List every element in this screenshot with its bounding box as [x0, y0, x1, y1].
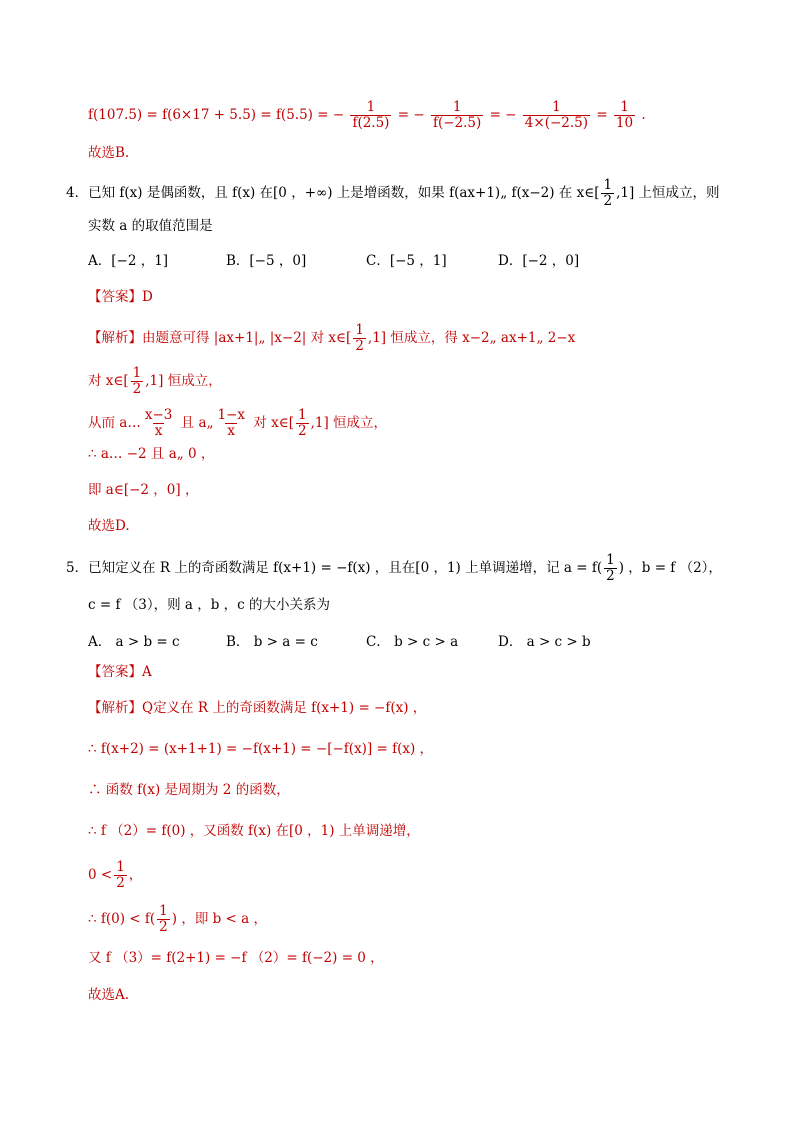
numerator: 1 — [159, 903, 168, 919]
answer-value: D — [142, 289, 153, 305]
numerator: 1 — [620, 99, 629, 115]
analysis-line-1 — [88, 698, 426, 718]
numerator: 1 — [355, 322, 364, 338]
fraction — [601, 178, 614, 209]
option-b: B．[−5 ，0] — [226, 253, 307, 269]
fraction — [350, 100, 391, 131]
answer-line — [88, 287, 153, 307]
fraction — [604, 553, 617, 584]
answer-value: A — [142, 664, 152, 680]
numerator: 1 — [297, 407, 307, 423]
option-a: A． a > b = c — [88, 634, 180, 650]
denominator: 2 — [355, 338, 364, 354]
analysis-line-5: 即 a∈[−2 ，0] ， — [88, 482, 199, 498]
equation-text: = − — [489, 107, 517, 123]
analysis-line-7: 又 f （3）= f(2+1) = −f （2）= f(−2) = 0 ， — [88, 950, 384, 966]
question-4-stem — [66, 178, 720, 209]
fraction — [114, 860, 127, 891]
answer-line — [88, 662, 152, 682]
analysis-text: ,1] 恒成立，得 x−2„ ax+1„ 2−x — [367, 330, 576, 346]
denominator: 2 — [116, 875, 125, 891]
fraction — [431, 100, 483, 131]
equation-line — [88, 100, 646, 131]
numerator: 1−x — [217, 407, 245, 423]
analysis-line-6: 故选D. — [88, 518, 130, 534]
denominator: 2 — [297, 423, 307, 439]
question-5-stem — [66, 553, 722, 584]
denominator: 2 — [606, 568, 615, 584]
analysis-text: 对 x∈[ — [88, 373, 129, 389]
denominator: 4×(−2.5) — [524, 115, 589, 131]
fraction — [614, 100, 635, 131]
denominator: x — [154, 423, 163, 439]
fraction — [143, 408, 175, 439]
analysis-text: ∴ f(0) < f( — [88, 911, 156, 927]
fraction — [131, 366, 144, 397]
option-d: D． a > c > b — [498, 634, 591, 650]
numerator: 1 — [606, 552, 615, 568]
analysis-text: 且 a„ — [176, 415, 214, 431]
equation-text: f(107.5) = f(6×17 + 5.5) = f(5.5) = − — [88, 107, 345, 123]
numerator: x−3 — [144, 407, 173, 423]
fraction — [353, 323, 366, 354]
answer-tag: 【答案】 — [88, 289, 142, 305]
analysis-line-4: ∴ f （2）= f(0) ，又函数 f(x) 在[0 ，1) 上单调递增， — [88, 823, 420, 839]
conclusion-text: 故选B. — [88, 145, 130, 161]
question-5-stem-line2: c = f （3），则 a ，b ，c 的大小关系为 — [88, 597, 330, 613]
analysis-text: 0 < — [88, 867, 113, 883]
denominator: x — [227, 423, 236, 439]
analysis-text: ) ，即 b < a ， — [171, 911, 267, 927]
question-4-stem-line2: 实数 a 的取值范围是 — [88, 218, 213, 234]
option-a: A．[−2 ，1] — [88, 253, 169, 269]
analysis-line-6 — [88, 904, 267, 935]
equation-text: = − — [397, 107, 425, 123]
analysis-text: 对 x∈[ — [249, 415, 294, 431]
numerator: 1 — [552, 99, 561, 115]
fraction — [523, 100, 590, 131]
analysis-line-3: ∴ 函数 f(x) 是周期为 2 的函数， — [88, 782, 290, 798]
denominator: f(2.5) — [352, 115, 390, 131]
analysis-text: 由题意可得 |ax+1|„ |x−2| 对 x∈[ — [142, 330, 352, 346]
analysis-tag: 【解析】 — [88, 330, 142, 346]
numerator: 1 — [366, 99, 376, 115]
stem-text: ) ，b = f （2）， — [618, 560, 722, 576]
option-c: C． b > c > a — [366, 634, 459, 650]
denominator: 2 — [132, 381, 142, 397]
analysis-tag: 【解析】 — [88, 700, 142, 716]
denominator: 10 — [615, 115, 634, 131]
analysis-line-4: ∴ a… −2 且 a„ 0 ， — [88, 446, 215, 462]
analysis-line-1 — [88, 323, 575, 354]
equation-text: . — [641, 107, 646, 123]
option-b: B． b > a = c — [226, 634, 318, 650]
option-d: D．[−2 ，0] — [498, 253, 580, 269]
numerator: 1 — [132, 365, 142, 381]
numerator: 1 — [116, 859, 125, 875]
analysis-text: 从而 a… — [88, 415, 141, 431]
denominator: f(−2.5) — [432, 115, 482, 131]
analysis-text: Q定义在 R 上的奇函数满足 f(x+1) = −f(x) ， — [142, 700, 427, 716]
analysis-line-3 — [88, 408, 387, 439]
fraction — [296, 408, 309, 439]
analysis-line-2 — [88, 366, 222, 397]
denominator: 2 — [603, 193, 613, 209]
analysis-text: ,1] 恒成立， — [145, 373, 222, 389]
stem-text: 5．已知定义在 R 上的奇函数满足 f(x+1) = −f(x) ，且在[0 ，1) 上单调递增，记 a = f( — [66, 560, 603, 576]
fraction — [215, 408, 247, 439]
equation-text: = — [596, 107, 608, 123]
analysis-line-5 — [88, 860, 142, 891]
analysis-line-2: ∴ f(x+2) = (x+1+1) = −f(x+1) = −[−f(x)] = f(x) ， — [88, 741, 434, 757]
analysis-line-8: 故选A. — [88, 987, 130, 1003]
stem-text: 4．已知 f(x) 是偶函数，且 f(x) 在[0 ，+∞) 上是增函数，如果 f(ax+1)„ f(x−2) 在 x∈[ — [66, 185, 600, 201]
numerator: 1 — [452, 99, 462, 115]
denominator: 2 — [159, 919, 168, 935]
answer-tag: 【答案】 — [88, 664, 142, 680]
analysis-text: ， — [128, 867, 143, 883]
numerator: 1 — [603, 177, 613, 193]
option-c: C．[−5 ，1] — [366, 253, 447, 269]
analysis-text: ,1] 恒成立， — [310, 415, 388, 431]
stem-text: ,1] 上恒成立，则 — [616, 185, 720, 201]
fraction — [157, 904, 170, 935]
